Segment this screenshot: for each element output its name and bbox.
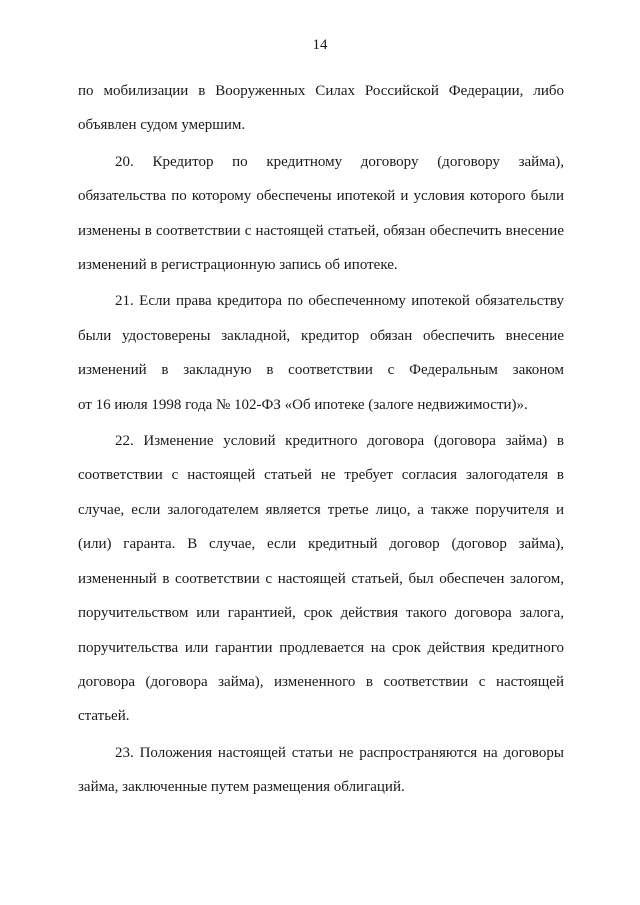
text-line: от 16 июля 1998 года № 102-ФЗ «Об ипотеке (залоге недвижимости)». [78, 396, 528, 413]
page-number: 14 [312, 37, 328, 53]
text-line: займа, заключенные путем размещения облигаций. [78, 779, 405, 796]
text-line: 22. Изменение условий кредитного договора (договора займа) в [115, 433, 564, 450]
text-line: изменений в закладную в соответствии с Федеральным законом [78, 362, 564, 379]
text-line: изменены в соответствии с настоящей статьей, обязан обеспечить внесение [78, 222, 564, 239]
text-line: по мобилизации в Вооруженных Силах Российской Федерации, либо [78, 83, 564, 99]
text-line: поручительства или гарантии продлевается на срок действия кредитного [78, 639, 564, 656]
text-line: соответствии с настоящей статьей не требует согласия залогодателя в [78, 467, 564, 484]
text-line: были удостоверены закладной, кредитор обязан обеспечить внесение [78, 327, 564, 344]
text-line: изменений в регистрационную запись об ипотеке. [78, 257, 398, 274]
paragraph-22 [78, 424, 564, 734]
text-line: статьей. [78, 708, 130, 725]
text-line: измененный в соответствии с настоящей статьей, был обеспечен залогом, [78, 570, 564, 587]
text-line: (или) гаранта. В случае, если кредитный договор (договор займа), [78, 536, 564, 553]
document-body [78, 74, 564, 805]
text-line: поручительством или гарантией, срок действия такого договора залога, [78, 605, 564, 622]
text-line: договора (договора займа), измененного в соответствии с настоящей [78, 673, 564, 690]
paragraph-23 [78, 736, 564, 805]
paragraph-continuation [78, 74, 564, 143]
text-line: объявлен судом умершим. [78, 117, 246, 134]
paragraph-20 [78, 145, 564, 283]
text-line: 23. Положения настоящей статьи не распространяются на договоры [115, 744, 564, 761]
text-line: случае, если залогодателем является третье лицо, а также поручителя и [78, 501, 564, 518]
paragraph-21 [78, 284, 564, 422]
text-line: 21. Если права кредитора по обеспеченному ипотекой обязательству [115, 293, 564, 310]
text-line: обязательства по которому обеспечены ипотекой и условия которого были [78, 188, 564, 205]
text-line: 20. Кредитор по кредитному договору (договору займа), [115, 153, 564, 170]
